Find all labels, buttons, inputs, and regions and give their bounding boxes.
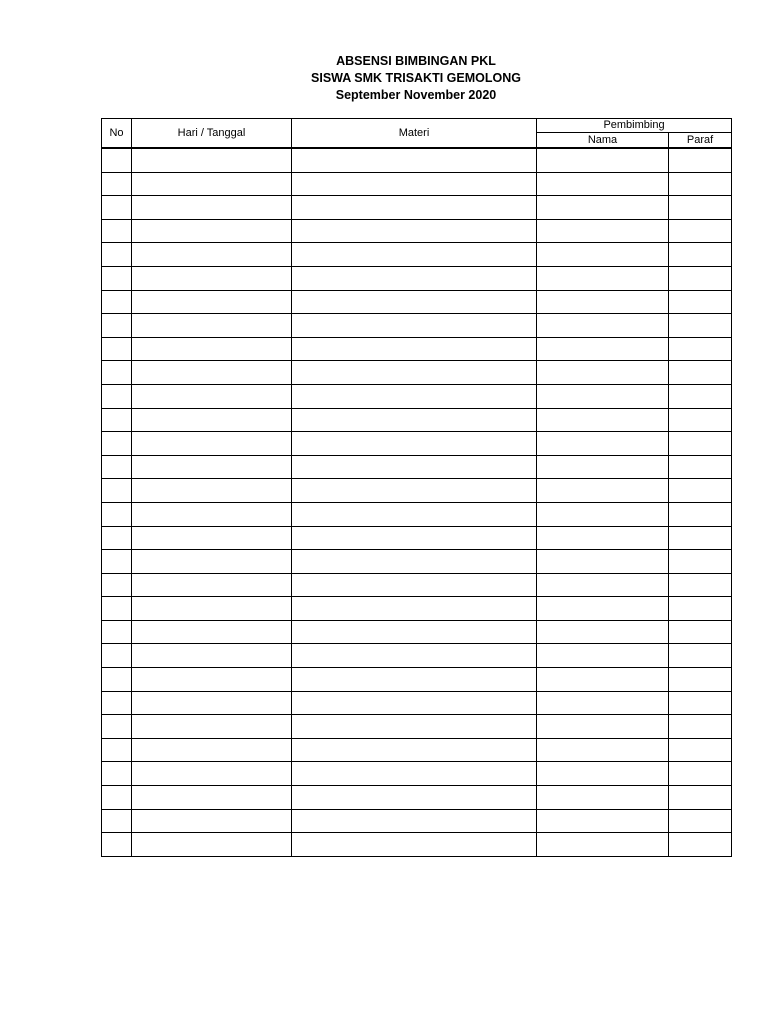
cell-nama <box>537 668 669 692</box>
table-row <box>102 148 732 172</box>
cell-hari-tanggal <box>132 597 292 621</box>
cell-materi <box>292 809 537 833</box>
cell-no <box>102 172 132 196</box>
cell-materi <box>292 337 537 361</box>
cell-hari-tanggal <box>132 479 292 503</box>
cell-hari-tanggal <box>132 762 292 786</box>
cell-no <box>102 738 132 762</box>
cell-materi <box>292 715 537 739</box>
table-row <box>102 266 732 290</box>
cell-paraf <box>669 384 732 408</box>
cell-no <box>102 337 132 361</box>
cell-nama <box>537 361 669 385</box>
cell-hari-tanggal <box>132 573 292 597</box>
cell-materi <box>292 266 537 290</box>
table-row <box>102 243 732 267</box>
cell-materi <box>292 219 537 243</box>
table-row <box>102 172 732 196</box>
table-row <box>102 384 732 408</box>
cell-paraf <box>669 219 732 243</box>
cell-materi <box>292 314 537 338</box>
cell-nama <box>537 314 669 338</box>
cell-materi <box>292 384 537 408</box>
cell-nama <box>537 196 669 220</box>
column-header-hari-tanggal: Hari / Tanggal <box>132 119 292 149</box>
cell-paraf <box>669 243 732 267</box>
cell-materi <box>292 550 537 574</box>
document-period: September November 2020 <box>335 88 497 102</box>
table-row <box>102 408 732 432</box>
cell-nama <box>537 384 669 408</box>
cell-paraf <box>669 290 732 314</box>
cell-materi <box>292 479 537 503</box>
cell-nama <box>537 809 669 833</box>
column-header-paraf: Paraf <box>669 133 732 149</box>
cell-nama <box>537 597 669 621</box>
cell-hari-tanggal <box>132 337 292 361</box>
cell-nama <box>537 148 669 172</box>
cell-paraf <box>669 644 732 668</box>
table-row <box>102 502 732 526</box>
cell-paraf <box>669 408 732 432</box>
attendance-table <box>101 118 732 857</box>
cell-paraf <box>669 833 732 857</box>
cell-materi <box>292 738 537 762</box>
cell-nama <box>537 833 669 857</box>
table-row <box>102 479 732 503</box>
cell-nama <box>537 219 669 243</box>
cell-paraf <box>669 479 732 503</box>
cell-no <box>102 668 132 692</box>
document-subtitle: SISWA SMK TRISAKTI GEMOLONG <box>311 71 521 85</box>
table-row <box>102 691 732 715</box>
cell-no <box>102 809 132 833</box>
cell-materi <box>292 786 537 810</box>
cell-nama <box>537 738 669 762</box>
cell-materi <box>292 502 537 526</box>
column-header-pembimbing: Pembimbing <box>537 119 732 133</box>
cell-no <box>102 196 132 220</box>
table-row <box>102 786 732 810</box>
cell-no <box>102 573 132 597</box>
cell-materi <box>292 620 537 644</box>
column-header-no: No <box>102 119 132 149</box>
cell-paraf <box>669 196 732 220</box>
cell-no <box>102 290 132 314</box>
cell-paraf <box>669 432 732 456</box>
cell-paraf <box>669 172 732 196</box>
cell-hari-tanggal <box>132 620 292 644</box>
cell-no <box>102 479 132 503</box>
cell-no <box>102 219 132 243</box>
table-row <box>102 715 732 739</box>
cell-nama <box>537 550 669 574</box>
cell-paraf <box>669 502 732 526</box>
cell-no <box>102 384 132 408</box>
cell-hari-tanggal <box>132 691 292 715</box>
cell-hari-tanggal <box>132 738 292 762</box>
table-row <box>102 455 732 479</box>
cell-paraf <box>669 266 732 290</box>
table-row <box>102 644 732 668</box>
table-row <box>102 526 732 550</box>
cell-paraf <box>669 691 732 715</box>
cell-no <box>102 243 132 267</box>
cell-hari-tanggal <box>132 455 292 479</box>
cell-no <box>102 526 132 550</box>
cell-paraf <box>669 738 732 762</box>
cell-nama <box>537 290 669 314</box>
table-row <box>102 432 732 456</box>
cell-paraf <box>669 668 732 692</box>
cell-nama <box>537 479 669 503</box>
cell-no <box>102 715 132 739</box>
table-row <box>102 337 732 361</box>
cell-nama <box>537 455 669 479</box>
cell-no <box>102 148 132 172</box>
cell-paraf <box>669 809 732 833</box>
cell-paraf <box>669 314 732 338</box>
cell-materi <box>292 432 537 456</box>
cell-hari-tanggal <box>132 833 292 857</box>
cell-no <box>102 597 132 621</box>
cell-no <box>102 762 132 786</box>
cell-no <box>102 786 132 810</box>
cell-no <box>102 620 132 644</box>
cell-materi <box>292 455 537 479</box>
cell-materi <box>292 290 537 314</box>
table-row <box>102 314 732 338</box>
cell-paraf <box>669 455 732 479</box>
cell-nama <box>537 762 669 786</box>
cell-materi <box>292 361 537 385</box>
cell-no <box>102 691 132 715</box>
cell-no <box>102 432 132 456</box>
cell-hari-tanggal <box>132 786 292 810</box>
cell-hari-tanggal <box>132 502 292 526</box>
cell-nama <box>537 266 669 290</box>
table-row <box>102 361 732 385</box>
cell-materi <box>292 172 537 196</box>
cell-nama <box>537 172 669 196</box>
cell-hari-tanggal <box>132 219 292 243</box>
cell-nama <box>537 620 669 644</box>
cell-no <box>102 502 132 526</box>
column-header-nama: Nama <box>537 133 669 149</box>
attendance-table-header <box>102 119 732 149</box>
cell-nama <box>537 432 669 456</box>
cell-hari-tanggal <box>132 432 292 456</box>
cell-materi <box>292 573 537 597</box>
cell-materi <box>292 668 537 692</box>
cell-nama <box>537 573 669 597</box>
cell-materi <box>292 526 537 550</box>
table-row <box>102 196 732 220</box>
cell-hari-tanggal <box>132 196 292 220</box>
cell-no <box>102 644 132 668</box>
cell-materi <box>292 644 537 668</box>
cell-nama <box>537 337 669 361</box>
cell-paraf <box>669 337 732 361</box>
cell-hari-tanggal <box>132 668 292 692</box>
attendance-table-body <box>102 148 732 856</box>
table-row <box>102 668 732 692</box>
cell-no <box>102 833 132 857</box>
cell-hari-tanggal <box>132 550 292 574</box>
cell-hari-tanggal <box>132 384 292 408</box>
cell-hari-tanggal <box>132 290 292 314</box>
cell-nama <box>537 408 669 432</box>
cell-materi <box>292 243 537 267</box>
cell-materi <box>292 833 537 857</box>
cell-no <box>102 266 132 290</box>
table-row <box>102 597 732 621</box>
cell-hari-tanggal <box>132 314 292 338</box>
cell-paraf <box>669 573 732 597</box>
cell-materi <box>292 148 537 172</box>
cell-hari-tanggal <box>132 172 292 196</box>
cell-paraf <box>669 786 732 810</box>
document-header <box>0 53 768 104</box>
table-row <box>102 219 732 243</box>
table-row <box>102 833 732 857</box>
cell-nama <box>537 715 669 739</box>
cell-no <box>102 361 132 385</box>
cell-hari-tanggal <box>132 809 292 833</box>
cell-paraf <box>669 620 732 644</box>
cell-hari-tanggal <box>132 266 292 290</box>
cell-hari-tanggal <box>132 644 292 668</box>
cell-hari-tanggal <box>132 526 292 550</box>
cell-materi <box>292 597 537 621</box>
table-row <box>102 550 732 574</box>
cell-nama <box>537 502 669 526</box>
table-row <box>102 290 732 314</box>
cell-materi <box>292 691 537 715</box>
column-header-materi: Materi <box>292 119 537 149</box>
cell-paraf <box>669 550 732 574</box>
cell-nama <box>537 786 669 810</box>
cell-no <box>102 314 132 338</box>
cell-no <box>102 408 132 432</box>
cell-no <box>102 455 132 479</box>
cell-materi <box>292 762 537 786</box>
cell-hari-tanggal <box>132 715 292 739</box>
cell-paraf <box>669 597 732 621</box>
cell-nama <box>537 526 669 550</box>
table-row <box>102 573 732 597</box>
cell-paraf <box>669 148 732 172</box>
table-row <box>102 762 732 786</box>
document-title: ABSENSI BIMBINGAN PKL <box>336 54 496 68</box>
cell-nama <box>537 243 669 267</box>
cell-nama <box>537 644 669 668</box>
cell-hari-tanggal <box>132 408 292 432</box>
cell-no <box>102 550 132 574</box>
cell-paraf <box>669 526 732 550</box>
cell-paraf <box>669 762 732 786</box>
cell-hari-tanggal <box>132 243 292 267</box>
table-row <box>102 738 732 762</box>
cell-hari-tanggal <box>132 148 292 172</box>
cell-hari-tanggal <box>132 361 292 385</box>
cell-paraf <box>669 715 732 739</box>
cell-nama <box>537 691 669 715</box>
cell-paraf <box>669 361 732 385</box>
cell-materi <box>292 196 537 220</box>
table-row <box>102 809 732 833</box>
cell-materi <box>292 408 537 432</box>
table-row <box>102 620 732 644</box>
